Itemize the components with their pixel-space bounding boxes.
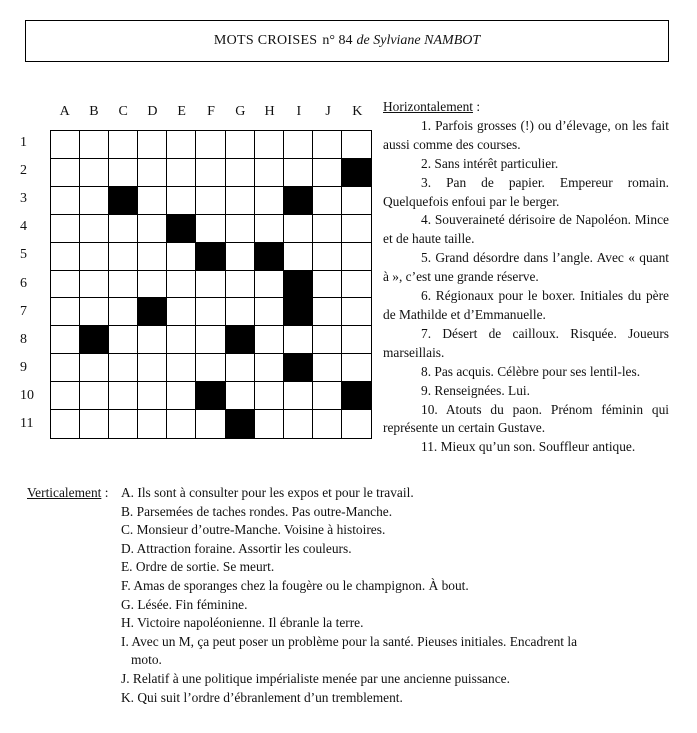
column-labels [50, 104, 372, 122]
horizontal-clue: 4. Souveraineté dérisoire de Napoléon. Mince et de haute taille. [383, 212, 669, 247]
vertical-clue: F. Amas de sporanges chez la fougère ou le champignon. À bout. [121, 577, 469, 593]
column-label: H [264, 104, 275, 119]
black-square [138, 298, 167, 326]
column-label: J [325, 104, 331, 119]
column-label: C [118, 104, 128, 119]
vertical-clue: I. Avec un M, ça peut poser un problème pour la santé. Pieuses initiales. Encadrent la [121, 633, 578, 649]
grid-cell[interactable] [255, 187, 284, 215]
vertical-clue: E. Ordre de sortie. Se meurt. [121, 559, 275, 575]
horizontal-clue: 2. Sans intérêt particulier. [421, 155, 559, 171]
grid-cell[interactable] [51, 159, 80, 187]
horizontal-clue: 7. Désert de cailloux. Risquée. Joueurs marseillais. [383, 325, 669, 360]
grid-cell[interactable] [167, 243, 196, 271]
grid-cell[interactable] [167, 159, 196, 187]
row-label: 1 [20, 135, 27, 151]
horizontal-clues [383, 98, 669, 457]
grid-cell[interactable] [196, 298, 225, 326]
grid-cell[interactable] [313, 410, 342, 438]
grid-cell[interactable] [167, 410, 196, 438]
grid-cell[interactable] [226, 298, 255, 326]
grid-cell[interactable] [138, 187, 167, 215]
vertical-clue: B. Parsemées de taches rondes. Pas outre-Manche. [121, 503, 393, 519]
grid-cell[interactable] [167, 187, 196, 215]
grid-cell[interactable] [226, 243, 255, 271]
grid-cell[interactable] [313, 354, 342, 382]
grid-cell[interactable] [196, 326, 225, 354]
grid-cell[interactable] [226, 215, 255, 243]
grid-cell[interactable] [196, 215, 225, 243]
grid-cell[interactable] [342, 243, 371, 271]
black-square [226, 326, 255, 354]
black-square [342, 382, 371, 410]
crossword-grid [50, 130, 372, 439]
vertical-clue: H. Victoire napoléonienne. Il ébranle la terre. [121, 615, 364, 631]
grid-cell[interactable] [342, 271, 371, 299]
grid-cell[interactable] [255, 159, 284, 187]
black-square [284, 298, 313, 326]
row-label: 8 [20, 331, 27, 347]
vertical-clue: J. Relatif à une politique impérialiste menée par une ancienne puissance. [121, 670, 510, 686]
grid-cell[interactable] [342, 354, 371, 382]
grid-cell[interactable] [255, 410, 284, 438]
grid-cell[interactable] [167, 382, 196, 410]
black-square [255, 243, 284, 271]
black-square [226, 410, 255, 438]
grid-cell[interactable] [138, 354, 167, 382]
grid-cell[interactable] [284, 382, 313, 410]
column-label: E [177, 104, 186, 119]
grid-cell[interactable] [51, 382, 80, 410]
grid-cell[interactable] [226, 271, 255, 299]
black-square [80, 326, 109, 354]
grid-cell[interactable] [51, 271, 80, 299]
horizontal-clue: 8. Pas acquis. Célèbre pour ses lentil-les. [421, 363, 641, 379]
grid-cell[interactable] [109, 131, 138, 159]
column-label: K [352, 104, 363, 119]
vertical-heading: Verticalement [27, 485, 102, 500]
row-labels [20, 130, 44, 440]
row-label: 3 [20, 191, 27, 207]
grid-cell[interactable] [109, 159, 138, 187]
grid-cell[interactable] [313, 382, 342, 410]
grid-cell[interactable] [255, 382, 284, 410]
grid-cell[interactable] [196, 354, 225, 382]
grid-cell[interactable] [138, 382, 167, 410]
horizontal-heading: Horizontalement [383, 99, 473, 114]
horizontal-clue: 11. Mieux qu’un son. Souffleur antique. [421, 439, 636, 455]
grid-cell[interactable] [313, 215, 342, 243]
grid-cell[interactable] [80, 243, 109, 271]
grid-cell[interactable] [109, 298, 138, 326]
vertical-clue: G. Lésée. Fin féminine. [121, 596, 248, 612]
grid-cell[interactable] [80, 410, 109, 438]
horizontal-clue: 10. Atouts du paon. Prénom féminin qui représente un certain Gustave. [383, 401, 669, 436]
row-label: 2 [20, 163, 27, 179]
grid-cell[interactable] [284, 243, 313, 271]
grid-cell[interactable] [226, 382, 255, 410]
grid-cell[interactable] [196, 131, 225, 159]
grid-cell[interactable] [51, 410, 80, 438]
column-label: I [296, 104, 302, 119]
grid-cell[interactable] [80, 382, 109, 410]
horizontal-clue: 9. Renseignées. Lui. [421, 382, 530, 398]
horizontal-clue: 5. Grand désordre dans l’angle. Avec « quant à », c’est une grande réserve. [383, 250, 669, 285]
black-square [109, 187, 138, 215]
grid-cell[interactable] [80, 354, 109, 382]
column-label: D [147, 104, 158, 119]
grid-cell[interactable] [284, 326, 313, 354]
grid-cell[interactable] [138, 271, 167, 299]
row-label: 5 [20, 247, 27, 263]
grid-cell[interactable] [226, 187, 255, 215]
grid-cell[interactable] [80, 271, 109, 299]
black-square [284, 187, 313, 215]
grid-cell[interactable] [167, 131, 196, 159]
row-label: 11 [20, 415, 34, 431]
grid-cell[interactable] [138, 131, 167, 159]
horizontal-clue: 1. Parfois grosses (!) ou d’élevage, on les fait aussi comme des courses. [383, 117, 669, 152]
grid-cell[interactable] [80, 187, 109, 215]
grid-cell[interactable] [284, 215, 313, 243]
grid-cell[interactable] [255, 326, 284, 354]
vertical-clue: A. Ils sont à consulter pour les expos et pour le travail. [121, 485, 414, 500]
grid-cell[interactable] [109, 354, 138, 382]
grid-cell[interactable] [196, 410, 225, 438]
column-label: B [89, 104, 99, 119]
title-main: MOTS CROISES [213, 33, 318, 48]
black-square [167, 215, 196, 243]
grid-cell[interactable] [313, 131, 342, 159]
horizontal-clue: 6. Régionaux pour le boxer. Initiales du père de Mathilde et d’Emmanuelle. [383, 288, 669, 322]
grid-cell[interactable] [109, 243, 138, 271]
grid-cell[interactable] [167, 354, 196, 382]
grid-cell[interactable] [138, 243, 167, 271]
grid-cell[interactable] [313, 271, 342, 299]
title-author: de Sylviane NAMBOT [356, 33, 481, 48]
title-box [25, 20, 669, 62]
vertical-clue: C. Monsieur d’outre-Manche. Voisine à histoires. [121, 522, 386, 538]
grid-cell[interactable] [342, 326, 371, 354]
grid-cell[interactable] [313, 326, 342, 354]
grid-cell[interactable] [109, 382, 138, 410]
column-label: A [59, 104, 70, 119]
grid-cell[interactable] [313, 298, 342, 326]
grid-cell[interactable] [138, 326, 167, 354]
grid-cell[interactable] [313, 243, 342, 271]
grid-cell[interactable] [313, 159, 342, 187]
black-square [284, 354, 313, 382]
grid-cell[interactable] [342, 410, 371, 438]
grid-cell[interactable] [51, 326, 80, 354]
grid-cell[interactable] [138, 215, 167, 243]
grid-cell[interactable] [51, 354, 80, 382]
vertical-clues [27, 484, 672, 707]
grid-cell[interactable] [284, 159, 313, 187]
grid-cell[interactable] [109, 215, 138, 243]
grid-cell[interactable] [51, 131, 80, 159]
grid-cell[interactable] [138, 410, 167, 438]
black-square [196, 382, 225, 410]
grid-cell[interactable] [196, 159, 225, 187]
grid-cell[interactable] [226, 131, 255, 159]
grid-cell[interactable] [167, 271, 196, 299]
black-square [196, 243, 225, 271]
grid-cell[interactable] [109, 410, 138, 438]
grid-cell[interactable] [284, 131, 313, 159]
black-square [284, 271, 313, 299]
grid-cell[interactable] [51, 215, 80, 243]
row-label: 7 [20, 303, 27, 319]
vertical-heading-suffix: : [101, 485, 109, 500]
row-label: 4 [20, 219, 27, 235]
grid-cell[interactable] [167, 326, 196, 354]
row-label: 6 [20, 275, 27, 291]
grid-cell[interactable] [226, 354, 255, 382]
grid-cell[interactable] [342, 215, 371, 243]
grid-cell[interactable] [80, 159, 109, 187]
grid-cell[interactable] [342, 187, 371, 215]
grid-cell[interactable] [255, 131, 284, 159]
grid-cell[interactable] [51, 298, 80, 326]
grid-cell[interactable] [226, 159, 255, 187]
grid-cell[interactable] [196, 187, 225, 215]
horizontal-clue: 3. Pan de papier. Empereur romain. Quelquefois enfoui par le berger. [383, 174, 669, 209]
grid-cell[interactable] [196, 271, 225, 299]
grid-cell[interactable] [313, 187, 342, 215]
grid-cell[interactable] [80, 131, 109, 159]
grid-cell[interactable] [109, 326, 138, 354]
grid-cell[interactable] [80, 215, 109, 243]
grid-cell[interactable] [255, 271, 284, 299]
grid-cell[interactable] [167, 298, 196, 326]
black-square [342, 159, 371, 187]
grid-cell[interactable] [138, 159, 167, 187]
horizontal-heading-suffix: : [472, 99, 481, 114]
column-label: G [235, 104, 246, 119]
grid-cell[interactable] [342, 298, 371, 326]
grid-cell[interactable] [255, 354, 284, 382]
title-number: n° 84 [322, 33, 353, 48]
column-label: F [207, 104, 215, 119]
grid-cell[interactable] [284, 410, 313, 438]
vertical-clue: D. Attraction foraine. Assortir les couleurs. [121, 540, 352, 556]
grid-cell[interactable] [109, 271, 138, 299]
grid-cell[interactable] [255, 298, 284, 326]
vertical-clue: K. Qui suit l’ordre d’ébranlement d’un tremblement. [121, 689, 403, 705]
grid-cell[interactable] [51, 187, 80, 215]
grid-cell[interactable] [51, 243, 80, 271]
vertical-clue-continuation: moto. [131, 652, 162, 668]
row-label: 9 [20, 359, 27, 375]
grid-cell[interactable] [255, 215, 284, 243]
grid-cell[interactable] [342, 131, 371, 159]
row-label: 10 [20, 387, 34, 403]
grid-cell[interactable] [80, 298, 109, 326]
